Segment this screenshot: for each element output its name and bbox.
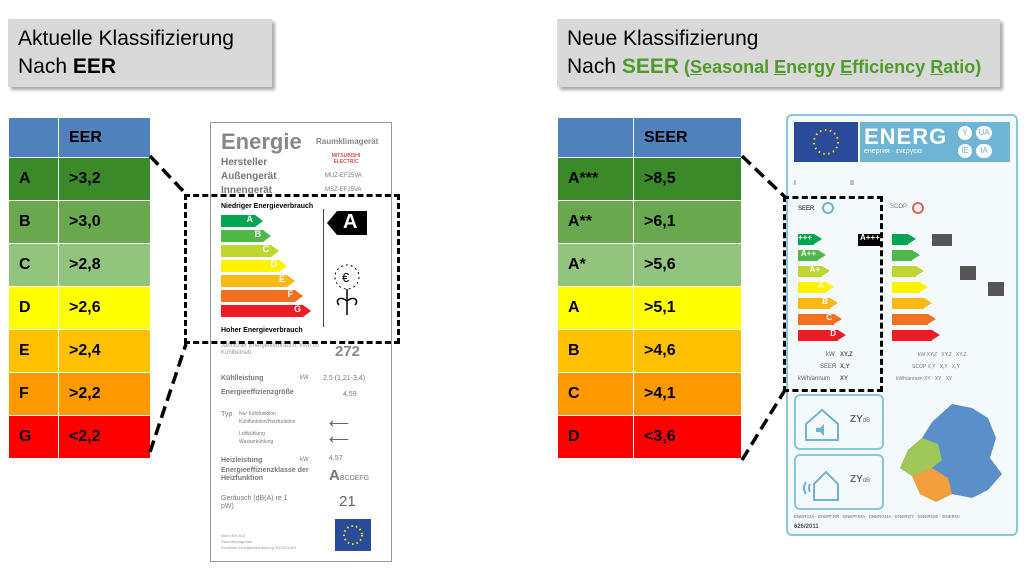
eer-value-cell: >2,8	[59, 244, 151, 287]
new-label-rating1-text: A+++	[860, 233, 880, 242]
old-label-typ2: Kühlfunktion/Heizfunktion	[239, 419, 296, 425]
old-label-hersteller: Hersteller	[221, 157, 268, 168]
old-label-arrow-label: B	[254, 229, 261, 239]
seer-value-cell: >4,1	[634, 373, 742, 416]
old-label-arrow-label: D	[270, 259, 277, 269]
old-label-heiz-cls-label: Energieeffizienzklasse der Heizfunktion	[221, 467, 309, 482]
eer-class-cell: D	[9, 287, 59, 330]
old-label-noise-label: Geräusch (dB(A) re 1 pW)	[221, 495, 288, 510]
eer-class-cell: F	[9, 373, 59, 416]
old-label-eff-val: 4,59	[343, 391, 357, 398]
new-label-lang-ie: IE	[958, 144, 972, 158]
eer-value-cell: >3,2	[59, 158, 151, 201]
new-label-sub: енергия · ενεργεια	[864, 148, 922, 155]
right-title-line1: Neue Klassifizierung	[567, 27, 759, 50]
left-title-eer: EER	[72, 55, 117, 78]
seer-class-cell: A***	[558, 158, 634, 201]
eer-value-cell: >2,4	[59, 330, 151, 373]
old-label-typ3: Luftkühlung	[239, 431, 265, 437]
new-label-scop-kw-label: kW	[918, 352, 926, 358]
seer-expl-e1: E	[774, 57, 787, 77]
new-label-scop-kwh-2: XY	[934, 376, 942, 382]
seer-expl-fficiency: fficiency	[852, 57, 931, 77]
new-label-kwh-val: XY	[840, 376, 849, 382]
new-label-arrow-label: A+	[809, 265, 820, 274]
new-label-arrow-label: B	[822, 297, 828, 306]
eer-class-cell: A	[9, 158, 59, 201]
old-label-consumption-label: Jährlicher Energieverbrauch, kWh im Kühlbetrieb	[221, 343, 320, 356]
new-label-lang-ua: UA	[976, 126, 992, 140]
old-label-aussen-val: MUZ-EF25VA	[325, 173, 362, 179]
seer-value-cell: >8,5	[634, 158, 742, 201]
old-label-norm2: Raumklimageräte	[221, 539, 253, 544]
seer-class-cell: C	[558, 373, 634, 416]
seer-expl-s: S	[690, 57, 703, 77]
svg-text:€: €	[342, 270, 350, 285]
eer-value-cell: >2,2	[59, 373, 151, 416]
old-label-norm: Norm EN 814	[221, 533, 246, 538]
new-label-scop-kwh-label: kWh/annum	[896, 376, 923, 382]
eer-class-cell: C	[9, 244, 59, 287]
seer-class-cell: A*	[558, 244, 634, 287]
seer-connector-bottom	[742, 390, 785, 460]
eer-connector-bottom	[150, 344, 186, 452]
old-label-norm3: Richtlinie Energieetikettierung 2002/31/EG	[221, 545, 297, 550]
new-label-db1: dB	[862, 418, 871, 424]
old-label-low: Niedriger Energieverbrauch	[221, 203, 314, 210]
seer-expl-open: (	[679, 57, 691, 77]
seer-value-cell: >5,6	[634, 244, 742, 287]
old-label-typ-arrow1: ⟵	[329, 415, 350, 431]
seer-value-cell: >5,1	[634, 287, 742, 330]
old-label-heiz-val: 4,57	[329, 455, 343, 462]
seer-expl-r: R	[930, 57, 944, 77]
left-title-line1: Aktuelle Klassifizierung	[18, 27, 234, 50]
old-label-innen-val: MSZ-EF25VA	[325, 187, 362, 193]
seer-value-cell: >4,6	[634, 330, 742, 373]
old-label-eff-label: Energieeffizienzgröße	[221, 389, 294, 396]
new-label-kw: kW	[826, 352, 835, 358]
new-label-scop-kwh-3: XY	[945, 376, 953, 382]
old-label-maker-logo: MITSUBISHI ELECTRIC	[331, 153, 361, 165]
old-label-arrow-label: G	[293, 304, 301, 314]
new-label-lang-ia: IA	[976, 144, 992, 158]
seer-class-cell: D	[558, 416, 634, 459]
new-label-scop-3: X,Y	[951, 364, 960, 370]
right-title-seer: SEER	[621, 55, 680, 78]
new-label-scop-1: X,Y	[927, 364, 936, 370]
old-label-kuehl-label: Kühlleistung	[221, 375, 264, 382]
new-label-arrow-label: D	[830, 329, 836, 338]
seer-header: SEER	[634, 118, 742, 158]
new-label-db2: dB	[862, 478, 871, 484]
new-label-scop-2: X,Y	[939, 364, 948, 370]
seer-class-cell: A	[558, 287, 634, 330]
new-label-kw-val: XY,Z	[840, 352, 853, 358]
eer-class-cell: B	[9, 201, 59, 244]
new-label-lang-y: Y	[958, 126, 972, 140]
old-label-kuehl-unit: kW	[300, 375, 309, 381]
eer-class-cell: E	[9, 330, 59, 373]
old-label-arrow-label: F	[287, 289, 293, 299]
seer-class-cell: A**	[558, 201, 634, 244]
old-label-aussen: Außengerät	[221, 171, 277, 182]
old-label-kuehl-val: 2,5 (1,21-3,4)	[323, 375, 366, 382]
old-label-title: Energie	[221, 129, 302, 154]
right-title-prefix: Nach	[567, 55, 622, 78]
old-label-heiz-cls-a: A	[329, 467, 340, 484]
new-label-title: ENERG	[864, 124, 948, 149]
seer-value-cell: <3,6	[634, 416, 742, 459]
seer-value-cell: >6,1	[634, 201, 742, 244]
seer-expl-atio: atio	[943, 57, 976, 77]
new-label-scop-kw-1: XY,Z	[926, 352, 938, 358]
seer-expl-close: )	[975, 57, 982, 77]
new-label-zy1-val: ZY	[850, 414, 863, 425]
old-label-typ: Typ	[221, 411, 233, 418]
old-label-typ-arrow2: ⟵	[329, 431, 350, 447]
new-label-arrow-label: A++	[800, 249, 816, 258]
old-label-arrow-label: A	[246, 214, 253, 224]
old-label-arrow-label: C	[262, 244, 269, 254]
old-label-heiz-label: Heizleistung	[221, 457, 263, 464]
new-label-col2: II	[850, 180, 854, 187]
old-label-subtitle: Raumklimagerät	[316, 137, 379, 146]
old-label-high: Hoher Energieverbrauch	[221, 327, 303, 334]
new-label-seer-val: X,Y	[840, 364, 850, 370]
new-label-arrow-label: A+++	[792, 233, 812, 242]
new-label-kwh: kWh/annum	[798, 376, 831, 382]
new-label-scop-kwh-1: XY	[924, 376, 931, 382]
eer-value-cell: >2,6	[59, 287, 151, 330]
new-label-zy2-val: ZY	[850, 474, 863, 485]
new-label-seer: SEER	[798, 206, 815, 212]
old-label-heiz-cls-rest: BCDEFG	[339, 475, 370, 482]
eer-value-cell: <2,2	[59, 416, 151, 459]
old-label-rating: A	[343, 211, 358, 233]
eer-connector-top	[150, 156, 186, 194]
old-label-typ1: Nur Kühlfunktion	[239, 411, 276, 417]
new-label-reg: 626/2011	[794, 524, 819, 530]
new-label-arrow-label: A	[818, 281, 824, 290]
new-label-arrow-label: C	[826, 313, 832, 322]
old-label-innen: Innengerät	[221, 185, 273, 196]
eer-value-cell: >3,0	[59, 201, 151, 244]
new-label-scop-kw-3: XY,Z	[955, 352, 967, 358]
old-label-heiz-unit: kW	[300, 457, 309, 463]
seer-expl-nergy: nergy	[786, 57, 841, 77]
old-label-arrow-label: E	[278, 274, 285, 284]
eer-header: EER	[59, 118, 151, 158]
seer-expl-e2: E	[840, 57, 853, 77]
eer-class-cell: G	[9, 416, 59, 459]
old-label-noise: 21	[339, 493, 356, 510]
new-label-scop-kw-2: XY,Z	[941, 352, 952, 358]
old-label-typ4: Wasserkühlung	[239, 439, 274, 445]
seer-expl-easonal: easonal	[702, 57, 775, 77]
new-label-scop-label2: SCOP	[912, 364, 927, 370]
old-label-consumption: 272	[335, 343, 361, 360]
new-label-footer: ENERGIA · ЕНЕРГИЯ · ΕΝΕΡΓΕΙΑ · ENERGIJA · ENERGY · ENERGIE · ENERGI	[794, 514, 960, 519]
new-label-seer2: SEER	[820, 364, 837, 370]
new-label-scop: SCOP	[890, 204, 908, 210]
new-label-col1: I	[794, 180, 796, 187]
seer-connector-top	[742, 156, 785, 197]
left-title-prefix: Nach	[18, 55, 73, 78]
seer-class-cell: B	[558, 330, 634, 373]
